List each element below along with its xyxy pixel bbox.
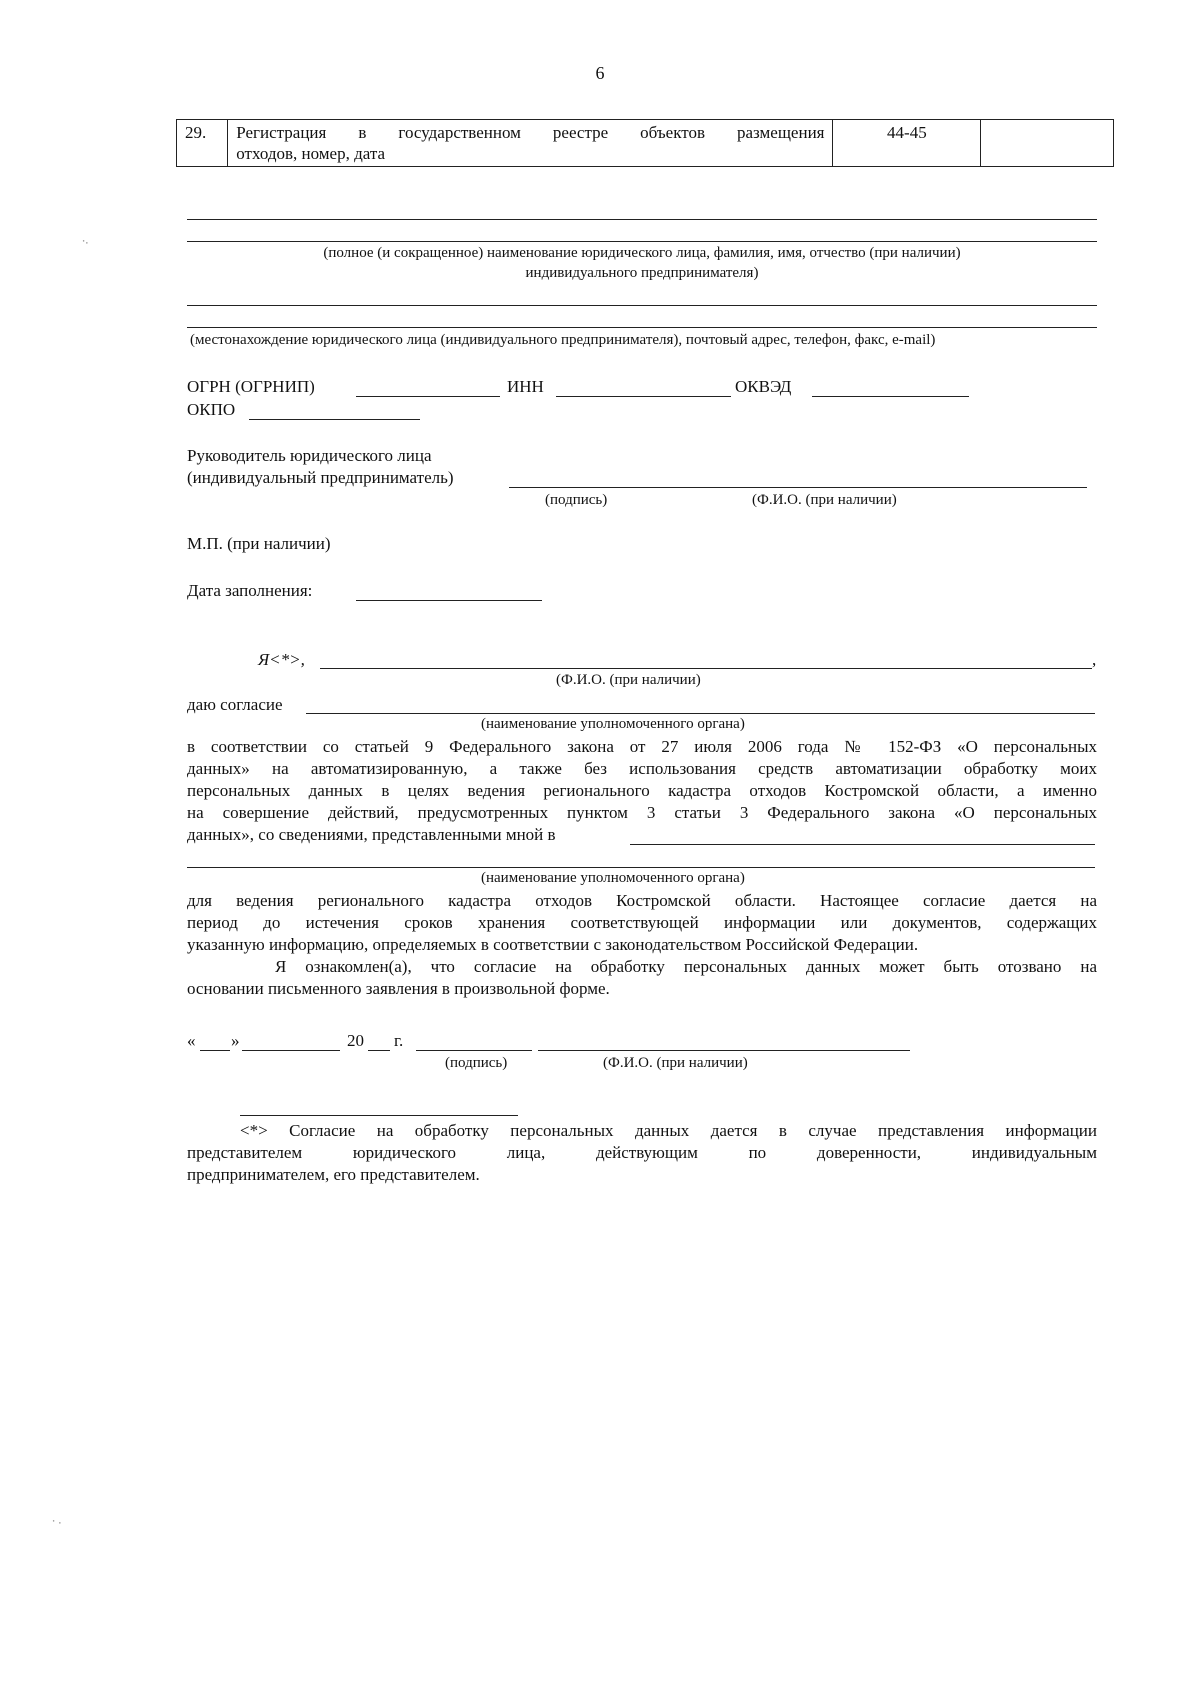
consent-p3-line2: основании письменного заявления в произвольной форме. — [187, 979, 610, 998]
head-fio-caption: (Ф.И.О. (при наличии) — [752, 492, 897, 508]
head-signature-caption: (подпись) — [545, 492, 608, 508]
ogrn-label: ОГРН (ОГРНИП) — [187, 377, 315, 396]
ogrn-field[interactable] — [356, 396, 500, 397]
consent-fio-field[interactable] — [320, 668, 1092, 669]
date-year-field[interactable] — [368, 1050, 390, 1051]
consent-agree-label: даю согласие — [187, 695, 283, 714]
date-day-field[interactable] — [200, 1050, 230, 1051]
head-label-line1: Руководитель юридического лица — [187, 446, 432, 465]
row-text-line1: Регистрация в государственном реестре объектов размещения — [236, 123, 825, 142]
date-month-field[interactable] — [242, 1050, 340, 1051]
consent-submitted-organ-field[interactable] — [630, 844, 1095, 845]
date-fio-line[interactable] — [538, 1050, 910, 1051]
okpo-field[interactable] — [249, 419, 420, 420]
consent-p2-line2: период до истечения сроков хранения соответствующей информации или документов, содержащих — [187, 913, 1097, 932]
registry-table — [176, 119, 1114, 167]
footnote-line1: <*> Согласие на обработку персональных данных дается в случае представления информации — [240, 1121, 1097, 1140]
okved-label: ОКВЭД — [735, 377, 792, 396]
consent-p2-line3: указанную информацию, определяемых в соответствии с законодательством Российской Федерации. — [187, 935, 919, 954]
consent-paragraph-2 — [187, 890, 1097, 956]
date-open-quote: « — [187, 1031, 196, 1050]
row-number: 29. — [177, 120, 228, 167]
consent-organ-caption: (наименование уполномоченного органа) — [481, 716, 745, 732]
table-row — [177, 120, 1114, 167]
consent-paragraph-3 — [187, 956, 1097, 1000]
okved-field[interactable] — [812, 396, 969, 397]
entity-name-line-1[interactable] — [187, 219, 1097, 220]
okpo-label: ОКПО — [187, 400, 236, 419]
row-text-line2: отходов, номер, дата — [236, 144, 386, 163]
date-year-prefix: 20 — [347, 1031, 364, 1050]
fill-date-label: Дата заполнения: — [187, 581, 313, 600]
entity-caption-line1: (полное (и сокращенное) наименование юридического лица, фамилия, имя, отчество (при наличии) — [323, 245, 961, 261]
consent-p1-line5: данных», со сведениями, представленными мной в — [187, 825, 556, 844]
scan-speck: ⸱⸳ — [82, 234, 89, 248]
date-signature-line[interactable] — [416, 1050, 532, 1051]
date-signature-caption: (подпись) — [445, 1055, 508, 1071]
date-year-suffix: г. — [394, 1031, 404, 1050]
date-close-quote: » — [231, 1031, 240, 1050]
row-code: 44-45 — [833, 120, 981, 167]
footnote-line2: представителем юридического лица, действующим по доверенности, индивидуальным — [187, 1143, 1097, 1162]
entity-caption-line2: индивидуального предпринимателя) — [525, 265, 759, 281]
consent-submitted-organ-field-2[interactable] — [187, 867, 1095, 868]
consent-p3-line1: Я ознакомлен(а), что согласие на обработку персональных данных может быть отозвано на — [275, 957, 1097, 976]
consent-p1-line2: данных» на автоматизированную, а также без использования средств автоматизации обработку моих — [187, 759, 1097, 778]
consent-i-label: Я<*>, — [258, 650, 305, 669]
consent-p1-line3: персональных данных в целях ведения регионального кадастра отходов Костромской области, а именно — [187, 781, 1097, 800]
address-line-2[interactable] — [187, 327, 1097, 328]
inn-label: ИНН — [507, 377, 544, 396]
footnote-separator — [240, 1115, 518, 1116]
head-label-line2: (индивидуальный предприниматель) — [187, 468, 454, 487]
head-signature-line[interactable] — [509, 487, 1087, 488]
entity-name-line-2[interactable] — [187, 241, 1097, 242]
consent-paragraph-1 — [187, 736, 1097, 824]
consent-p2-line1: для ведения регионального кадастра отходов Костромской области. Настоящее согласие дается на — [187, 891, 1097, 910]
footnote — [187, 1120, 1097, 1186]
stamp-label: М.П. (при наличии) — [187, 534, 331, 553]
address-line-1[interactable] — [187, 305, 1097, 306]
consent-fio-caption: (Ф.И.О. (при наличии) — [556, 672, 701, 688]
address-caption: (местонахождение юридического лица (индивидуального предпринимателя), почтовый адрес, телефон, факс, e-mail) — [190, 332, 936, 348]
consent-organ-field[interactable] — [306, 713, 1095, 714]
page-number: 6 — [595, 63, 605, 83]
inn-field[interactable] — [556, 396, 731, 397]
consent-p1-line1: в соответствии со статьей 9 Федерального закона от 27 июля 2006 года № 152-ФЗ «О персональных — [187, 737, 1097, 756]
footnote-line3: предпринимателем, его представителем. — [187, 1165, 480, 1184]
consent-p1-line4: на совершение действий, предусмотренных пунктом 3 статьи 3 Федерального закона «О персональных — [187, 803, 1097, 822]
scan-speck: ⸱ ⸳ — [52, 1514, 62, 1528]
fill-date-field[interactable] — [356, 600, 542, 601]
row-value-cell[interactable] — [981, 120, 1114, 167]
consent-organ-caption-2: (наименование уполномоченного органа) — [481, 870, 745, 886]
consent-comma: , — [1092, 650, 1097, 669]
row-text — [228, 120, 833, 167]
date-fio-caption: (Ф.И.О. (при наличии) — [603, 1055, 748, 1071]
